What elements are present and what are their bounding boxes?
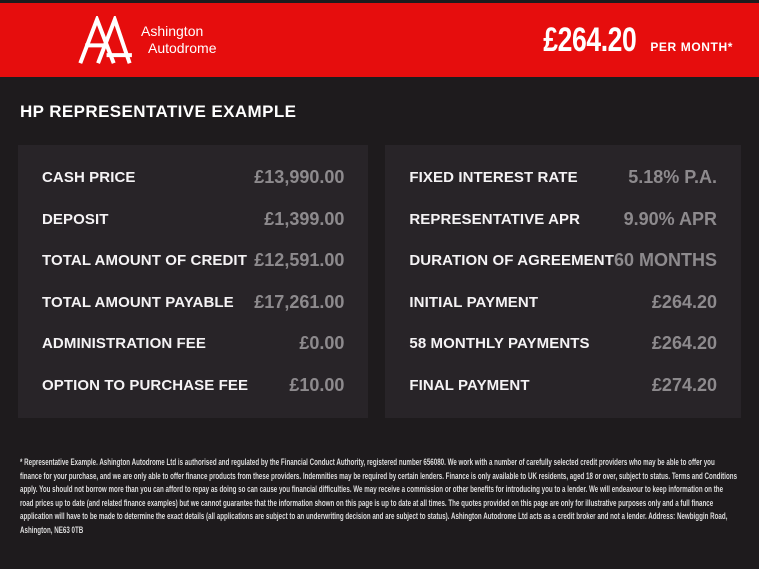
row-label: ADMINISTRATION FEE — [42, 335, 207, 353]
row-label: TOTAL AMOUNT OF CREDIT — [42, 252, 247, 270]
row-label: OPTION TO PURCHASE FEE — [42, 376, 249, 394]
finance-row-total-credit — [42, 240, 344, 282]
monthly-price: £264.20 — [543, 20, 637, 59]
row-label: FIXED INTEREST RATE — [409, 169, 578, 187]
row-value: £1,399.00 — [264, 208, 345, 229]
finance-row-duration — [409, 240, 717, 282]
row-value: 60 MONTHS — [613, 250, 717, 271]
finance-row-admin-fee — [42, 323, 344, 365]
finance-panel-left — [18, 145, 368, 418]
finance-panel-right — [385, 145, 741, 418]
brand-name-line2: Autodrome — [148, 40, 217, 56]
finance-row-cash-price — [42, 157, 344, 199]
row-label: REPRESENTATIVE APR — [409, 210, 581, 228]
finance-example-panels — [18, 145, 741, 418]
row-value: £10.00 — [289, 374, 345, 395]
finance-row-monthly-payments — [409, 323, 717, 365]
row-label: DEPOSIT — [42, 210, 109, 228]
finance-row-total-payable — [42, 282, 344, 324]
row-label: CASH PRICE — [42, 169, 136, 187]
row-label: DURATION OF AGREEMENT — [409, 252, 614, 270]
brand-name-line1: Ashington — [141, 23, 204, 39]
row-value: £264.20 — [651, 291, 717, 312]
row-label: TOTAL AMOUNT PAYABLE — [42, 293, 234, 311]
brand-logo[interactable] — [78, 16, 216, 64]
brand-name — [141, 23, 216, 57]
finance-row-deposit — [42, 199, 344, 241]
finance-row-final-payment — [409, 365, 717, 407]
monthly-price-group — [517, 21, 733, 60]
finance-row-representative-apr — [409, 199, 717, 241]
header-banner — [0, 3, 759, 77]
row-value: £13,990.00 — [254, 167, 345, 188]
monthly-price-suffix: PER MONTH* — [650, 39, 733, 54]
row-value: £0.00 — [299, 333, 345, 354]
finance-row-option-to-purchase-fee — [42, 365, 344, 407]
row-value: £264.20 — [651, 333, 717, 354]
page-title: HP REPRESENTATIVE EXAMPLE — [20, 102, 297, 121]
row-label: FINAL PAYMENT — [409, 376, 530, 394]
row-value: £12,591.00 — [254, 250, 345, 271]
finance-row-initial-payment — [409, 282, 717, 324]
row-value: £274.20 — [651, 374, 717, 395]
aa-monogram-icon — [78, 16, 132, 64]
row-label: 58 MONTHLY PAYMENTS — [409, 335, 590, 353]
finance-row-fixed-interest-rate — [409, 157, 717, 199]
row-value: £17,261.00 — [254, 291, 345, 312]
row-value: 5.18% P.A. — [628, 167, 717, 188]
representative-example-disclaimer: * Representative Example. Ashington Autodrome Ltd is authorised and regulated by the Financial Conduct Authority, registered number 656080. We work with a number of carefully selected credit providers who may be able to offer you finance for your purchase, and we are only able to offer finance products from these providers. Indemnities may be required by certain lenders. Finance is only available to UK residents, aged 18 or over, subject to status. Terms and Conditions apply. You should not borrow more than you can afford to repay as doing so can cause you financial difficulties. We may receive a commission or other benefits for introducing you to a lender. We will endeavour to keep information on the road prices up to date (and related finance examples) but we cannot guarantee that the information shown on this page is up to date at all times. The quotes provided on this page are only for illustrative purposes only and a full finance application will have to be made to determine the exact details (all applications are subject to an underwriting decision and are subject to status). Ashington Autodrome Ltd acts as a credit broker and not a lender. Address: Newbiggin Road, Ashington, NE63 0TB — [20, 457, 738, 536]
row-value: 9.90% APR — [623, 208, 717, 229]
row-label: INITIAL PAYMENT — [409, 293, 539, 311]
